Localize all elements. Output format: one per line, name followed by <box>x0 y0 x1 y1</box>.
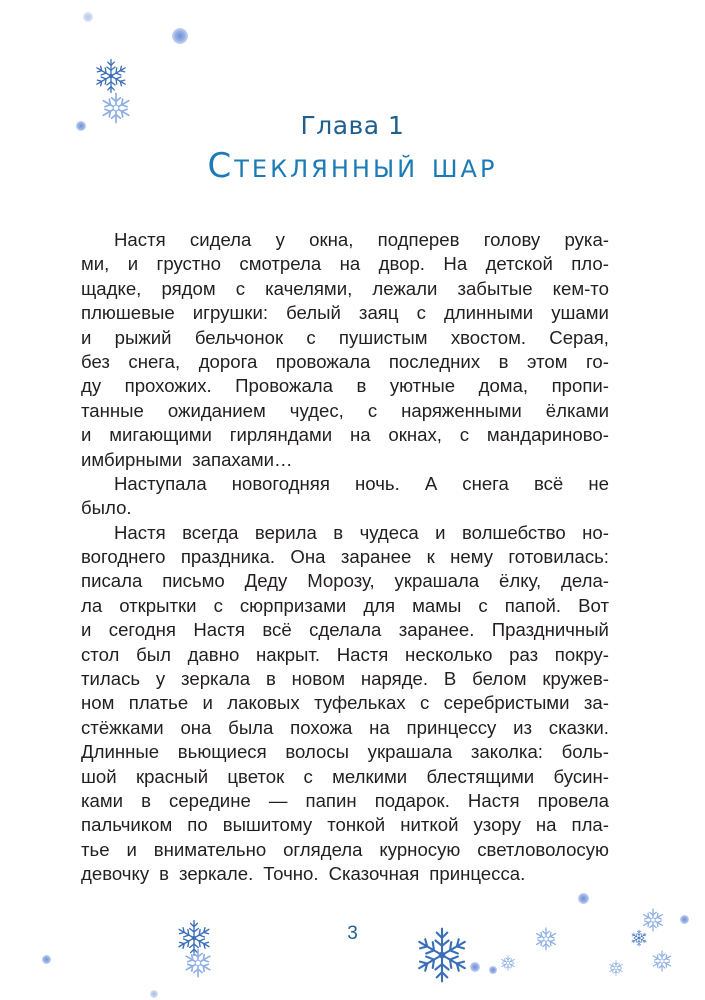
text-line: пальчиком по вышитому тонкой ниткой узору на пла- <box>81 814 609 836</box>
text-line: ном платье и лаковых туфельках с серебристыми за- <box>81 692 609 714</box>
snowflake-icon <box>651 950 673 972</box>
chapter-body <box>81 228 609 887</box>
text-line: стёжками она была похожа на принцессу из сказки. <box>81 716 609 738</box>
snow-dot-icon <box>172 28 188 44</box>
text-line: Наступала новогодняя ночь. А снега всё не <box>114 472 609 494</box>
text-line: танные ожиданием чудес, с наряженными ёлками <box>81 399 609 421</box>
text-line: щадке, рядом с качелями, лежали забытые кем-то <box>81 277 609 299</box>
text-line: и рыжий бельчонок с пушистым хвостом. Серая, <box>81 326 609 348</box>
text-line: Длинные вьющиеся волосы украшала заколка: боль- <box>81 741 609 763</box>
paragraph <box>81 521 609 887</box>
text-line: без снега, дорога провожала последних в этом го- <box>81 350 609 372</box>
text-line: тье и внимательно оглядела курносую светловолосую <box>81 838 609 860</box>
text-line: ду прохожих. Провожала в уютные дома, пропи- <box>81 375 609 397</box>
snowflake-icon <box>608 960 624 976</box>
chapter-title: Стеклянный шар <box>207 146 498 186</box>
snowflake-icon <box>93 58 129 94</box>
text-line: ла открытки с сюрпризами для мамы с папой. Вот <box>81 594 609 616</box>
snow-dot-icon <box>150 990 158 998</box>
text-line: стол был давно накрыт. Настя несколько раз покру- <box>81 643 609 665</box>
snowflake-icon <box>500 955 516 971</box>
snow-dot-icon <box>83 12 93 22</box>
snow-dot-icon <box>489 966 497 974</box>
text-line: Настя сидела у окна, подперев голову рука- <box>114 229 609 250</box>
text-line: и мигающими гирляндами на окнах, с мандариново- <box>81 424 609 446</box>
text-line: плюшевые игрушки: белый заяц с длинными ушами <box>81 302 609 324</box>
paragraph <box>81 472 609 521</box>
snow-dot-icon <box>578 893 589 904</box>
paragraph <box>81 228 609 472</box>
text-line: шой красный цветок с мелкими блестящими бусин- <box>81 765 609 787</box>
text-line: тилась у зеркала в новом наряде. В белом кружев- <box>81 668 609 690</box>
text-line: вогоднего праздника. Она заранее к нему готовилась: <box>81 546 609 568</box>
text-line: Настя всегда верила в чудеса и волшебство но- <box>114 521 609 543</box>
text-line: было. <box>81 497 132 519</box>
text-line: писала письмо Деду Морозу, украшала ёлку, дела- <box>81 570 609 592</box>
text-line: ками в середине — папин подарок. Настя провела <box>81 789 609 811</box>
text-line: ми, и грустно смотрела на двор. На детской пло- <box>81 253 609 275</box>
text-line: девочку в зеркале. Точно. Сказочная принцесса. <box>81 863 526 885</box>
text-line: и сегодня Настя всё сделала заранее. Праздничный <box>81 619 609 641</box>
snowflake-icon <box>183 948 213 978</box>
text-line: имбирными запахами… <box>81 448 293 470</box>
snow-dot-icon <box>42 955 51 964</box>
snow-dot-icon <box>470 962 480 972</box>
page-number: 3 <box>347 923 358 944</box>
chapter-label: Глава 1 <box>300 111 405 140</box>
